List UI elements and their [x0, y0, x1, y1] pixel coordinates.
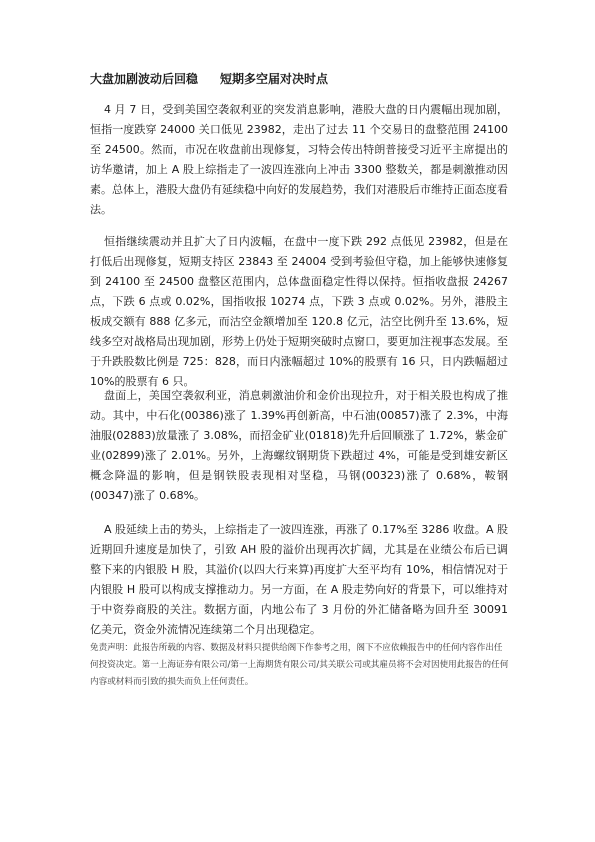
title-main: 大盘加剧波动后回稳	[90, 72, 199, 86]
title-sub: 短期多空届对决时点	[220, 72, 329, 86]
paragraph-a-shares: A 股延续上击的势头，上综指走了一波四连涨，再涨了 0.17%至 3286 收盘。A 股近期回升速度是加快了，引致 AH 股的溢价出现再次扩阔，尤其是在业绩公布后已调整下来的内银股 H 股，其溢价(以四大行来算)再度扩大至平均有 10%，相信情况对于内银股 H 股可以构成支撑推动力。另一方面，在 A 股走势向好的背景下，可以维持对于中资券商股的关注。数据方面，内地公布了 3 月份的外汇储备略为回升至 30091 亿美元，资金外流情况连续第二个月出现稳定。	[90, 523, 508, 636]
disclaimer: 免责声明：此报告所载的内容、数据及材料只提供给阁下作参考之用，阁下不应依赖报告中的任何内容作出任何投资决定。第一上海证券有限公司/第一上海期货有限公司/其关联公司或其雇员将不会对因使用此报告的任何内容或材料而引致的损失而负上任何责任。	[90, 643, 509, 687]
paragraph-market-overview: 4 月 7 日，受到美国空袭叙利亚的突发消息影响，港股大盘的日内震幅出现加剧，恒指一度跌穿 24000 关口低见 23982，走出了过去 11 个交易日的盘整范围 24100 至 24500。然而，市况在收盘前出现修复，习特会传出特朗普接受习近平主席提出的访华邀请，加上 A 股上综指走了一波四连涨向上冲击 3300 整数关，都是刺激推动因素。总体上，港股大盘仍有延续稳中向好的发展趋势，我们对港股后市维持正面态度看法。	[90, 103, 508, 216]
article-title	[90, 70, 530, 87]
paragraph-sector-moves: 盘面上，美国空袭叙利亚，消息刺激油价和金价出现拉升，对于相关股也构成了推动。其中，中石化(00386)涨了 1.39%再创新高，中石油(00857)涨了 2.3%，中海油服(02883)放量涨了 3.08%，而招金矿业(01818)先升后回顺涨了 1.72%，紫金矿业(02899)涨了 2.01%。另外，上海螺纹钢期货下跌超过 4%，可能是受到雄安新区概念降温的影响，但是钢铁股表现相对坚稳，马钢(00323)涨了 0.68%，鞍钢(00347)涨了 0.68%。	[90, 389, 508, 502]
paragraph-hang-seng: 恒指继续震动并且扩大了日内波幅，在盘中一度下跌 292 点低见 23982，但是在打低后出现修复，短期支持区 23843 至 24004 受到考验但守稳，加上能够快速修复到 24100 至 24500 盘整区范围内，总体盘面稳定性得以保持。恒指收盘报 24267 点，下跌 6 点或 0.02%，国指收报 10274 点，下跌 3 点或 0.02%。另外，港股主板成交额有 888 亿多元，而沽空金额增加至 120.8 亿元，沽空比例升至 13.6%，短线多空对战格局出现加剧，形势上仍处于短期突破时点窗口，要更加注视事态发展。至于升跌股数比例是 725：828，而日内涨幅超过 10%的股票有 16 只，日内跌幅超过 10%的股票有 6 只。	[90, 235, 508, 388]
